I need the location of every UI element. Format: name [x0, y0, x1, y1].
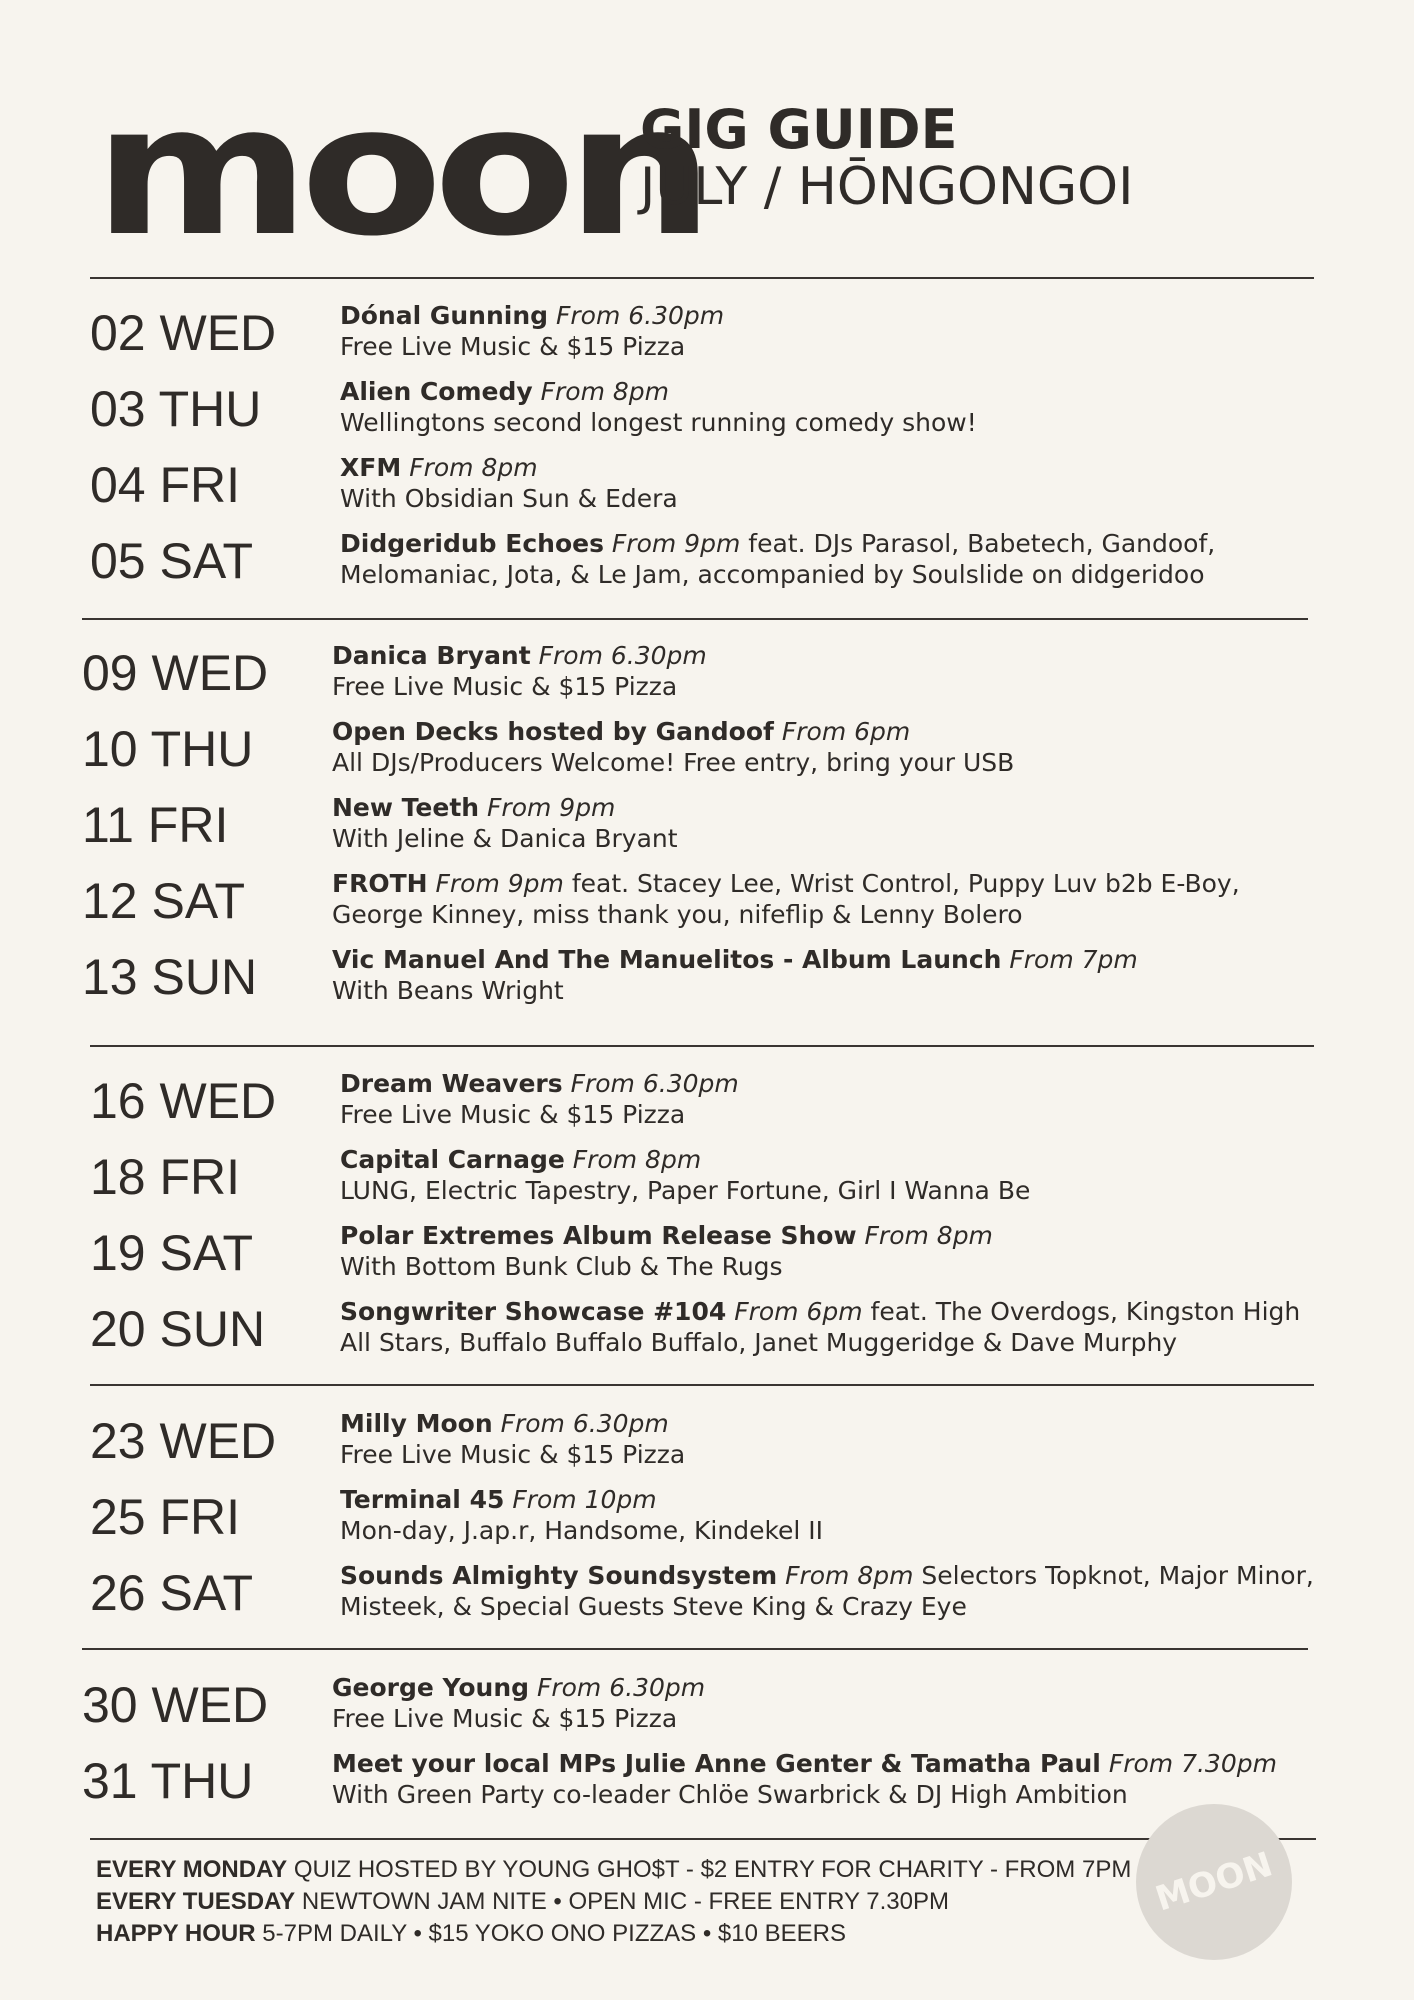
event-name: Polar Extremes Album Release Show	[340, 1221, 857, 1250]
event-date: 25 FRI	[90, 1489, 241, 1545]
event-name: Capital Carnage	[340, 1145, 565, 1174]
event-row	[82, 792, 1402, 864]
event-name: Dream Weavers	[340, 1069, 563, 1098]
event-info	[340, 1220, 1390, 1282]
event-info	[340, 300, 1390, 362]
event-feat: Selectors Topknot, Major Minor,	[921, 1561, 1314, 1590]
event-description: Wellingtons second longest running comedy show!	[340, 408, 977, 437]
event-description: Free Live Music & $15 Pizza	[340, 1440, 686, 1469]
event-info	[340, 1484, 1390, 1546]
event-line-1	[340, 1220, 1390, 1251]
divider	[90, 1384, 1314, 1386]
header-titles	[640, 98, 1134, 217]
event-date: 13 SUN	[82, 949, 258, 1005]
event-time: From 8pm	[572, 1145, 702, 1174]
event-time: From 8pm	[864, 1221, 993, 1250]
event-info	[332, 1672, 1382, 1734]
event-row	[82, 1672, 1402, 1744]
event-row	[90, 300, 1410, 372]
event-name: Songwriter Showcase #104	[340, 1297, 727, 1326]
event-info	[332, 868, 1382, 930]
event-row	[90, 1484, 1410, 1556]
event-date: 18 FRI	[90, 1149, 241, 1205]
event-info	[340, 1144, 1390, 1206]
event-time: From 7.30pm	[1108, 1749, 1277, 1778]
event-line-1	[332, 640, 1382, 671]
event-description: All Stars, Buffalo Buffalo Buffalo, Janet Muggeridge & Dave Murphy	[340, 1328, 1178, 1357]
divider	[90, 1045, 1314, 1047]
event-description: Free Live Music & $15 Pizza	[340, 332, 686, 361]
header	[94, 67, 1334, 276]
event-description: Free Live Music & $15 Pizza	[332, 672, 678, 701]
event-info	[340, 1408, 1390, 1470]
event-name: Sounds Almighty Soundsystem	[340, 1561, 778, 1590]
event-info	[340, 528, 1390, 590]
event-row	[90, 1560, 1410, 1632]
event-date: 20 SUN	[90, 1301, 266, 1357]
event-line-1	[332, 944, 1382, 975]
event-date: 02 WED	[90, 305, 277, 361]
event-time: From 8pm	[785, 1561, 914, 1590]
event-date: 09 WED	[82, 645, 269, 701]
event-line-1	[332, 716, 1382, 747]
event-name: New Teeth	[332, 793, 480, 822]
event-name: Danica Bryant	[332, 641, 531, 670]
event-row	[90, 1144, 1410, 1216]
event-description: With Bottom Bunk Club & The Rugs	[340, 1252, 783, 1281]
footer	[96, 1854, 1131, 1950]
event-time: From 9pm	[611, 529, 741, 558]
event-description: Free Live Music & $15 Pizza	[332, 1704, 678, 1733]
event-line-1	[340, 528, 1390, 559]
event-info	[340, 376, 1390, 438]
event-time: From 6.30pm	[556, 301, 725, 330]
event-description: All DJs/Producers Welcome! Free entry, bring your USB	[332, 748, 1015, 777]
event-line-1	[340, 376, 1390, 407]
event-description: With Obsidian Sun & Edera	[340, 484, 678, 513]
event-info	[332, 1748, 1382, 1810]
event-line-1	[340, 1560, 1390, 1591]
event-line-1	[340, 1484, 1390, 1515]
event-time: From 8pm	[540, 377, 670, 406]
event-date: 10 THU	[82, 721, 254, 777]
event-description: Misteek, & Special Guests Steve King & Crazy Eye	[340, 1592, 967, 1621]
event-row	[90, 1220, 1410, 1292]
event-info	[340, 1560, 1390, 1622]
event-name: Dónal Gunning	[340, 301, 549, 330]
event-info	[332, 792, 1382, 854]
event-row	[90, 528, 1410, 600]
event-date: 26 SAT	[90, 1565, 254, 1621]
event-date: 31 THU	[82, 1753, 254, 1809]
event-time: From 6pm	[781, 717, 911, 746]
event-date: 23 WED	[90, 1413, 277, 1469]
event-info	[340, 1296, 1390, 1358]
event-row	[90, 452, 1410, 524]
event-date: 16 WED	[90, 1073, 277, 1129]
event-line-1	[340, 1408, 1390, 1439]
event-line-1	[332, 1748, 1382, 1779]
event-time: From 7pm	[1009, 945, 1138, 974]
event-name: Milly Moon	[340, 1409, 493, 1438]
event-description: George Kinney, miss thank you, nifeflip & Lenny Bolero	[332, 900, 1023, 929]
event-time: From 6.30pm	[500, 1409, 669, 1438]
divider	[82, 618, 1308, 620]
moon-badge-text: MOON	[1150, 1844, 1278, 1920]
footer-monday-text: QUIZ HOSTED BY YOUNG GHO$T - $2 ENTRY FOR CHARITY - FROM 7PM	[293, 1856, 1132, 1883]
event-time: From 10pm	[512, 1485, 657, 1514]
event-line-1	[340, 300, 1390, 331]
event-info	[332, 640, 1382, 702]
event-time: From 8pm	[409, 453, 538, 482]
event-row	[90, 1068, 1410, 1140]
event-line-1	[332, 1672, 1382, 1703]
event-line-1	[340, 1144, 1390, 1175]
event-line-1	[332, 792, 1382, 823]
footer-happy-label: HAPPY HOUR	[96, 1920, 256, 1947]
event-description: Mon-day, J.ap.r, Handsome, Kindekel II	[340, 1516, 824, 1545]
event-row	[82, 944, 1402, 1016]
footer-tuesday-label: EVERY TUESDAY	[96, 1888, 296, 1915]
event-info	[332, 944, 1382, 1006]
event-row	[82, 868, 1402, 940]
event-time: From 6.30pm	[538, 641, 707, 670]
event-time: From 9pm	[435, 869, 564, 898]
event-name: FROTH	[332, 869, 428, 898]
page-title: GIG GUIDE	[640, 98, 958, 161]
divider	[82, 1648, 1308, 1650]
event-date: 30 WED	[82, 1677, 269, 1733]
footer-monday	[96, 1854, 1131, 1886]
event-name: Didgeridub Echoes	[340, 529, 604, 558]
event-date: 12 SAT	[82, 873, 246, 929]
event-info	[340, 452, 1390, 514]
footer-happy-hour	[96, 1918, 1131, 1950]
divider	[90, 277, 1314, 279]
event-name: Meet your local MPs Julie Anne Genter & Tamatha Paul	[332, 1749, 1101, 1778]
event-name: George Young	[332, 1673, 530, 1702]
event-row	[82, 716, 1402, 788]
event-date: 11 FRI	[82, 797, 229, 853]
footer-tuesday	[96, 1886, 1131, 1918]
divider	[90, 1838, 1316, 1840]
event-name: Open Decks hosted by Gandoof	[332, 717, 774, 746]
event-time: From 6.30pm	[570, 1069, 739, 1098]
event-row	[90, 1296, 1410, 1368]
event-date: 05 SAT	[90, 533, 254, 589]
event-name: Vic Manuel And The Manuelitos - Album Launch	[332, 945, 1002, 974]
event-time: From 6pm	[734, 1297, 863, 1326]
footer-monday-label: EVERY MONDAY	[96, 1856, 288, 1883]
event-description: LUNG, Electric Tapestry, Paper Fortune, Girl I Wanna Be	[340, 1176, 1031, 1205]
event-date: 03 THU	[90, 381, 262, 437]
event-line-1	[340, 452, 1390, 483]
event-date: 04 FRI	[90, 457, 241, 513]
event-description: With Beans Wright	[332, 976, 564, 1005]
event-row	[90, 376, 1410, 448]
footer-happy-text: 5-7PM DAILY • $15 YOKO ONO PIZZAS • $10 BEERS	[262, 1920, 846, 1947]
event-name: Alien Comedy	[340, 377, 533, 406]
moon-badge	[1136, 1804, 1292, 1960]
event-feat: feat. DJs Parasol, Babetech, Gandoof,	[748, 529, 1216, 558]
event-time: From 6.30pm	[536, 1673, 706, 1702]
event-description: With Green Party co-leader Chlöe Swarbrick & DJ High Ambition	[332, 1780, 1128, 1809]
event-row	[90, 1408, 1410, 1480]
event-line-1	[340, 1296, 1390, 1327]
event-feat: feat. Stacey Lee, Wrist Control, Puppy Luv b2b E-Boy,	[571, 869, 1240, 898]
event-row	[82, 640, 1402, 712]
event-info	[340, 1068, 1390, 1130]
event-feat: feat. The Overdogs, Kingston High	[870, 1297, 1301, 1326]
event-time: From 9pm	[487, 793, 616, 822]
month-title: JULY / HŌNGONGOI	[640, 156, 1134, 217]
event-description: With Jeline & Danica Bryant	[332, 824, 678, 853]
event-date: 19 SAT	[90, 1225, 254, 1281]
event-info	[332, 716, 1382, 778]
footer-tuesday-text: NEWTOWN JAM NITE • OPEN MIC - FREE ENTRY 7.30PM	[301, 1888, 950, 1915]
event-description: Free Live Music & $15 Pizza	[340, 1100, 686, 1129]
event-line-1	[340, 1068, 1390, 1099]
event-description: Melomaniac, Jota, & Le Jam, accompanied by Soulslide on didgeridoo	[340, 560, 1205, 589]
event-name: Terminal 45	[340, 1485, 505, 1514]
event-name: XFM	[340, 453, 402, 482]
moon-logo: moon	[94, 67, 705, 276]
event-line-1	[332, 868, 1382, 899]
